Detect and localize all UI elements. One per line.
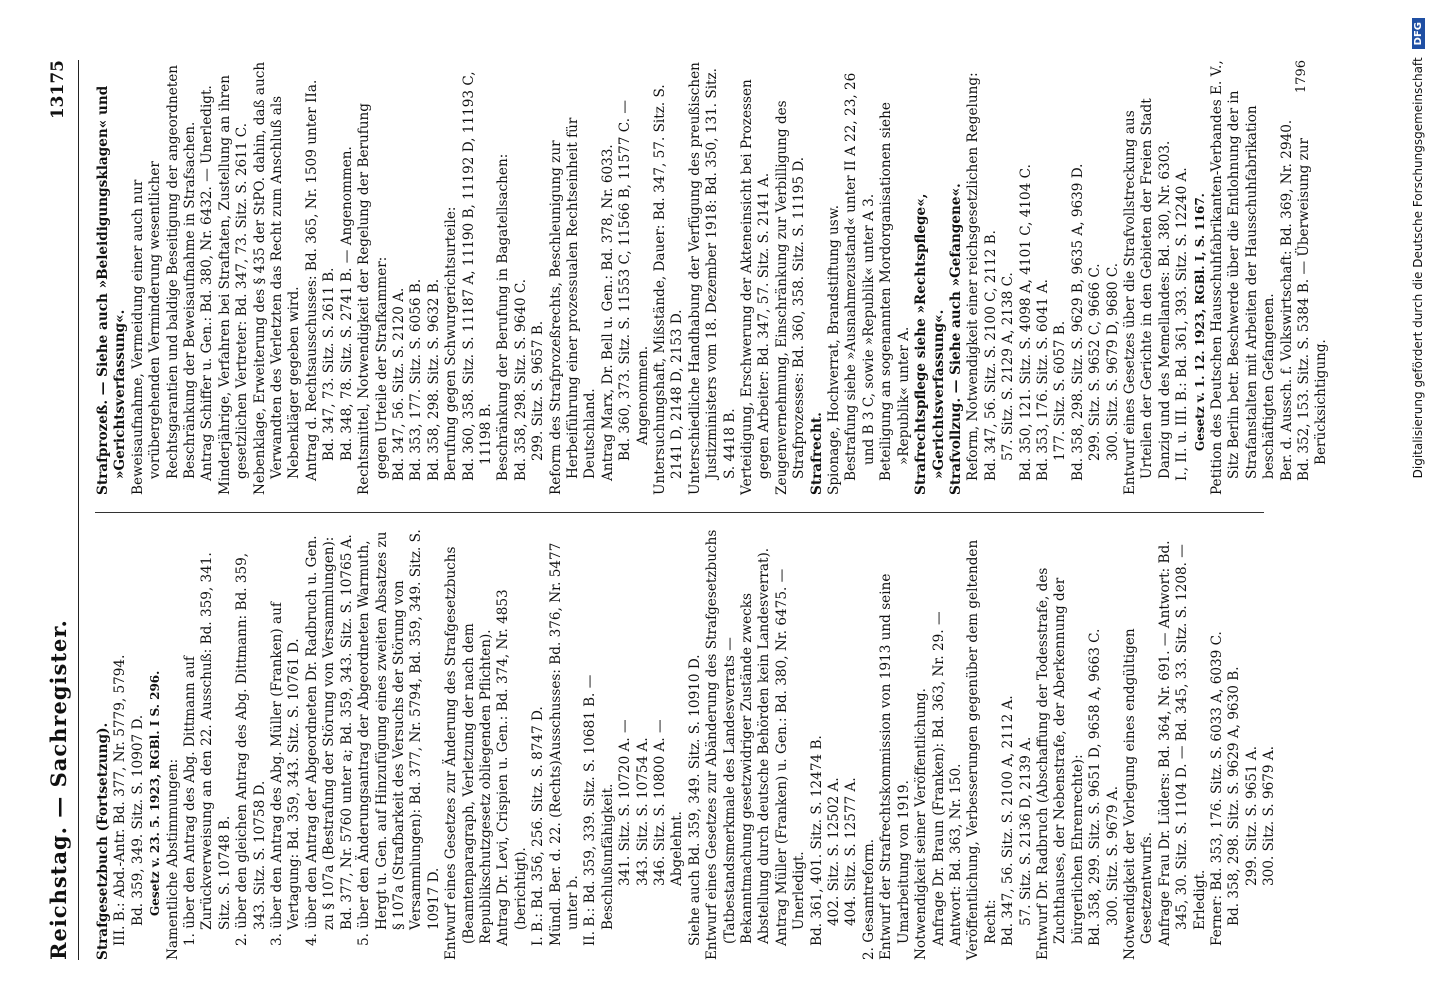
- index-entry: 177. Sitz. S. 6057 B.: [1052, 320, 1069, 461]
- index-entry: Bd. 358, 298. Sitz. S. 9629 A, 9630 B.: [1226, 666, 1243, 926]
- index-entry: Antwort: Bd. 363, Nr. 150.: [947, 763, 964, 946]
- index-entry: Abgelehnt.: [669, 811, 686, 886]
- digitization-footer: [1408, 0, 1428, 1000]
- index-entry: Bd. 360, 358. Sitz. S. 11187 A, 11190 B, 11192 D, 11193 C, 11198 B.: [460, 71, 494, 481]
- index-entry: Reform des Strafprozeßrechts, Beschleunigung zur Herbeiführung einer prozessualen Rechtseinheit für Deutschland.: [547, 117, 599, 495]
- index-entry: Antrag Schiffer u. Gen.: Bd. 380, Nr. 6432. — Unerledigt.: [199, 85, 216, 481]
- index-entry: Bd. 358, 299. Sitz. S. 9651 D, 9658 A, 9663 C.: [1087, 628, 1104, 946]
- index-entry: Bd. 347, 56. Sitz. S. 2100 C, 2112 B.: [982, 230, 999, 481]
- index-entry: Bd. 347, 73. Sitz. S. 2611 B.: [321, 267, 338, 461]
- index-entry: 341. Sitz. S. 10720 A. —: [617, 719, 634, 886]
- index-entry: 4. über den Antrag der Abgeordneten Dr. Radbruch u. Gen. zu § 107a (Bestrafung der Störung von Versammlungen): Bd. 377, Nr. 5760 unter a; Bd. 359, 343. Sitz. S. 10765 A.: [303, 534, 355, 946]
- index-entry: Ber. d. Aussch. f. Volkswirtschaft: Bd. 369, Nr. 2940.: [1278, 119, 1295, 481]
- index-entry: 343. Sitz. S. 10754 A.: [634, 737, 651, 886]
- index-entry: Gesetz v. 1. 12. 1923, RGBl. I, S. 1167.: [1192, 193, 1207, 451]
- index-entry: Rechtsmittel, Notwendigkeit der Regelung der Berufung gegen Urteile der Strafkammer:: [356, 103, 390, 495]
- index-entry: Bd. 361, 401. Sitz. S. 12474 B.: [808, 735, 825, 946]
- index-entry: Reform, Notwendigkeit einer reichsgesetzlichen Regelung:: [965, 72, 982, 481]
- index-entry: Anfrage Dr. Braun (Franken): Bd. 363, Nr. 29. —: [930, 611, 947, 946]
- index-entry: Bd. 347, 56. Sitz. S. 2120 A.: [390, 287, 407, 481]
- index-entry: Antrag Müller (Franken) u. Gen.: Bd. 380, Nr. 6475. — Unerledigt.: [773, 568, 808, 946]
- index-entry: Namentliche Abstimmungen:: [164, 758, 181, 960]
- left-column: [95, 525, 1278, 960]
- index-entry: III. B.: Abd.-Antr. Bd. 377, Nr. 5779, 5794.: [112, 654, 129, 946]
- index-entry: 299. Sitz. S. 9657 B.: [530, 320, 547, 461]
- index-entry: Entwurf Dr. Radbruch (Abschaffung der Todesstrafe, des Zuchthauses, der Nebenstrafe, der Aberkennung der bürgerlichen Ehrenrechte):: [1034, 567, 1086, 960]
- index-entry: 1. über den Antrag des Abg. Dittmann auf Zurückverweisung an den 22. Ausschuß: Bd. 359, 341. Sitz. S. 10748 B.: [182, 552, 233, 946]
- index-entry: Strafprozeß. — Siehe auch »Beleidigungsklagen« und »Gerichtsverfassung«.: [95, 85, 129, 495]
- index-entry: Bestrafung siehe »Ausnahmezustand« unter II A 22, 23, 26 und B 3 C, sowie »Republik« unter A 3.: [843, 72, 877, 481]
- index-entry: 300. Sitz. S. 9679 A.: [1261, 745, 1278, 886]
- index-entry: Bd. 358, 298. Sitz. S. 9632 B.: [425, 278, 442, 481]
- index-entry: Bd. 358, 298. Sitz. S. 9640 C.: [512, 278, 529, 481]
- index-entry: Bd. 353, 177. Sitz. S. 6056 B.: [408, 278, 425, 481]
- index-entry: I., II. u. III. B.: Bd. 361, 393. Sitz. S. 12240 A.: [1174, 167, 1191, 481]
- index-entry: Verteidigung, Erschwerung der Akteneinsicht bei Prozessen gegen Arbeiter: Bd. 347, 57. Sitz. S. 2141 A.: [739, 79, 773, 495]
- index-entry: Beteiligung an sogenannten Mordorganisationen siehe »Republik« unter A.: [878, 102, 912, 481]
- index-entry: Unterschiedliche Handhabung der Verfügung des preußischen Justizministers vom 18. Dezember 1918: Bd. 350, 131. Sitz. S. 4418 B.: [686, 62, 738, 495]
- index-entry: Anfrage Frau Dr. Lüders: Bd. 364, Nr. 691. — Antwort: Bd. 345, 30. Sitz. S. 1104 D. — Bd. 345, 33. Sitz. S. 1208. — Erledigt.: [1156, 540, 1208, 946]
- index-entry: Antrag d. Rechtsausschusses: Bd. 365, Nr. 1509 unter IIa.: [303, 79, 320, 481]
- index-entry: Bd. 350, 121. Sitz. S. 4098 A, 4101 C, 4104 C.: [1017, 164, 1034, 481]
- index-entry: Notwendigkeit der Vorlegung eines endgültigen Gesetzentwurfs.: [1121, 628, 1156, 960]
- index-entry: Bd. 358, 298. Sitz. S. 9629 B, 9635 A, 9639 D.: [1069, 163, 1086, 481]
- index-entry: Strafrechtspflege siehe »Rechtspflege«, »Gerichtsverfassung«.: [913, 193, 947, 495]
- index-entry: 299. Sitz. S. 9652 C, 9666 C.: [1087, 263, 1104, 461]
- index-entry: Ferner: Bd. 353, 176. Sitz. S. 6033 A, 6039 C.: [1209, 631, 1225, 946]
- index-entry: Gesetz v. 23. 5. 1923, RGBl. I S. 296.: [148, 670, 163, 916]
- index-entry: Untersuchungshaft, Mißstände, Dauer: Bd. 347, 57. Sitz. S. 2141 D, 2148 D, 2153 D.: [652, 84, 686, 495]
- index-entry: Strafgesetzbuch (Fortsetzung).: [95, 722, 111, 960]
- index-entry: 402. Sitz. S. 12502 A.: [826, 777, 843, 926]
- index-entry: Zeugenvernehmung, Einschränkung zur Verbilligung des Strafprozesses: Bd. 360, 358. Sitz. S. 11195 D.: [773, 100, 808, 495]
- page-header: [38, 60, 79, 960]
- index-entry: 2. Gesamtreform.: [860, 838, 877, 960]
- index-entry: Bd. 347, 56. Sitz. S. 2100 A, 2112 A.: [1000, 695, 1017, 946]
- index-entry: 300. Sitz. S. 9679 D, 9680 C.: [1104, 262, 1121, 461]
- index-entry: Entwurf eines Gesetzes zur Abänderung des Strafgesetzbuchs (Tatbestandsmerkmale des Landesverrats — Bekanntmachung gesetzwidriger Zustände zwecks Abstellung durch deutsche Behörden kein Landesverrat).: [704, 529, 773, 960]
- header-title: Reichstag. — Sachregister.: [45, 619, 71, 960]
- index-entry: I. B.: Bd. 356, 256. Sitz. S. 8747 D.: [530, 706, 547, 946]
- index-entry: 2. über den gleichen Antrag des Abg. Dittmann: Bd. 359, 343. Sitz. S. 10758 D.: [234, 552, 268, 946]
- index-entry: Entwurf eines Gesetzes zur Änderung des Strafgesetzbuchs (Beamtenparagraph, Verletzung der nach dem Republikschutzgesetz obliegenden Pflichten).: [443, 546, 494, 960]
- index-entry: Bd. 359, 349. Sitz. S. 10907 D.: [129, 714, 146, 926]
- column-divider: [95, 512, 1264, 513]
- index-entry: Bd. 360, 373. Sitz. S. 11553 C, 11566 B, 11577 C. — Angenommen.: [617, 100, 651, 461]
- footer-page-number: 1796: [1294, 60, 1309, 94]
- index-entry: 5. über den Änderungsantrag der Abgeordneten Warmuth, Hergt u. Gen. auf Hinzufügung eines zweiten Absatzes zu § 107a (Strafbarkeit des Versuchs der Störung von Versammlungen): Bd. 377, Nr. 5794, Bd. 359, 349. Sitz. S. 10917 D.: [356, 529, 442, 946]
- index-entry: Bd. 353, 176. Sitz. S. 6041 A.: [1034, 279, 1051, 481]
- index-entry: 299. Sitz. S. 9651 A.: [1243, 745, 1260, 886]
- index-entry: Beweisaufnahme, Vermeidung einer auch nur vorübergehenden Verminderung wesentlicher Rechtsgarantien und baldige Beseitigung der angeordneten Beschränkung der Beweisaufnahme in Strafsachen.: [129, 64, 199, 495]
- index-entry: Spionage, Hochverrat, Brandstiftung usw.: [826, 204, 843, 495]
- index-entry: Berufung gegen Schwurgerichtsurteile:: [443, 206, 460, 481]
- index-entry: Entwurf eines Gesetzes über die Strafvollstreckung aus Urteilen der Gerichte in den Gebieten der Freien Stadt Danzig und des Memellandes: Bd. 380, Nr. 6303.: [1121, 98, 1173, 495]
- index-entry: Antrag Marx, Dr. Bell u. Gen.: Bd. 378, Nr. 6033.: [599, 144, 616, 481]
- index-entry: Beschränkung der Berufung in Bagatellsachen:: [495, 153, 512, 481]
- index-entry: 404. Sitz. S. 12577 A.: [843, 777, 860, 926]
- index-entry: Notwendigkeit seiner Veröffentlichung.: [913, 688, 930, 960]
- index-entry: 300. Sitz. S. 9679 A.: [1104, 785, 1121, 926]
- dfg-logo: DFG: [1412, 18, 1425, 49]
- page-number: 13175: [48, 60, 68, 120]
- footer-credit: Digitalisierung gefördert durch die Deutsche Forschungsgemeinschaft: [1411, 57, 1425, 479]
- index-entry: 346. Sitz. S. 10800 A. —: [652, 719, 668, 886]
- index-entry: Mündl. Ber. d. 22. (Rechts)Ausschusses: Bd. 376, Nr. 5477 unter b.: [547, 542, 581, 946]
- index-entry: Bd. 348, 78. Sitz. S. 2741 B. — Angenommen.: [338, 146, 355, 461]
- index-entry: Strafrecht.: [808, 412, 825, 495]
- index-entry: Strafvollzug. — Siehe auch »Gefangene«.: [947, 183, 964, 495]
- index-entry: Bd. 352, 153. Sitz. S. 5384 B. — Überweisung zur Berücksichtigung.: [1296, 137, 1330, 481]
- index-entry: Minderjährige, Verfahren bei Straftaten, Zustellung an ihren gesetzlichen Vertreter: Bd. 347, 73. Sitz. S. 2611 C.: [216, 75, 251, 495]
- index-entry: Veröffentlichung, Verbesserungen gegenüber dem geltenden Recht:: [965, 539, 999, 960]
- index-entry: Antrag Dr. Levi, Crispien u. Gen.: Bd. 374, Nr. 4853 (berichtigt).: [495, 589, 529, 946]
- index-entry: II. B.: Bd. 359, 339. Sitz. S. 10681 B. — Beschlußunfähigkeit.: [582, 674, 616, 946]
- index-entry: Entwurf der Strafrechtskommission von 1913 und seine Umarbeitung von 1919.: [878, 573, 912, 960]
- index-entry: 3. über den Antrag des Abg. Müller (Franken) auf Vertagung: Bd. 359, 343. Sitz. S. 10761 D.: [269, 602, 303, 946]
- index-entry: 57. Sitz. S. 2129 A, 2138 C.: [1000, 272, 1017, 461]
- index-entry: 57. Sitz. S. 2136 D, 2139 A.: [1017, 736, 1034, 926]
- index-entry: Nebenklage, Erweiterung des § 435 der StPO. dahin, daß auch Verwandten des Verletzten das Recht zum Anschluß als Nebenkläger gegeben wird.: [251, 61, 303, 495]
- index-entry: Siehe auch Bd. 359, 349. Sitz. S. 10910 D.: [686, 654, 703, 946]
- index-entry: Petition des Deutschen Hausschuhfabrikanten-Verbandes E. V., Sitz Berlin betr. Beschwerde über die Entlohnung der in Strafanstalten mit Arbeiten der Hausschuhfabrikation beschäftigten Gefangenen.: [1209, 60, 1278, 495]
